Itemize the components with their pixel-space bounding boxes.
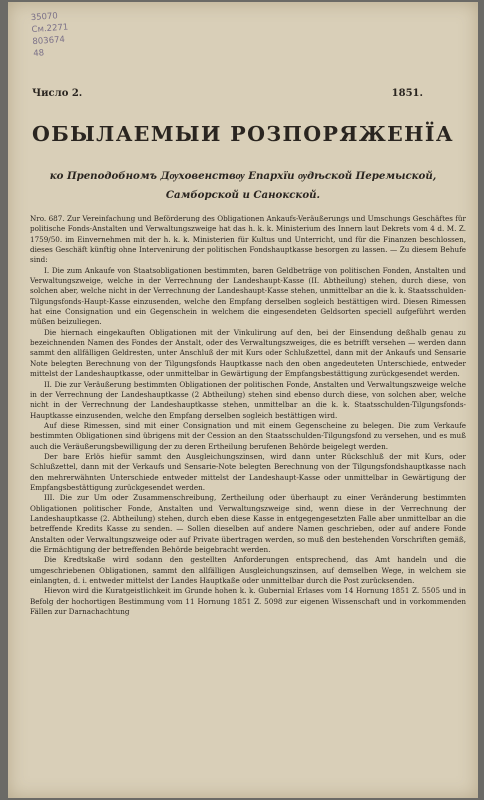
paragraph: III. Die zur Um oder Zusammenschreibung, Zertheilung oder überhaupt zu einer Veränderung bestimmten Obligationen politischer Fonde, Anstalten und Verwaltungszweige sind, wenn diese in der Verrechnung der Landeshauptkasse (2. Abtheilung) stehen, durch eben diese Kasse in entgegengesetzten Falle aber unmittelbar an die betreffende Kredits Kasse zu senden. — Sollen dieselben auf andere Namen geschrieben, oder auf andere Fonde Anstalten oder Verwaltungszweige oder auf Private übertragen werden, so muß den bestehenden Vorschriften gemäß, die Ermächtigung der betreffenden Behörde beigebracht werden. bbox=[30, 493, 466, 554]
archival-mark: 803674 bbox=[32, 34, 66, 48]
recipients bbox=[18, 167, 468, 205]
paragraph: Die Kredtskaße wird sodann den gestellten Anforderungen entsprechend, das Amt handeln und die umgeschriebenen Obligationen, sammt den allfälligen Ausgleichungszinsen, auf demselben Wege, in welchem sie einlangten, d. i. entweder mittelst der Landes Hauptkaße oder unmittelbar durch die Post zurücksenden. bbox=[30, 555, 466, 586]
issue-number: Число 2. bbox=[32, 88, 83, 99]
paragraph: Auf diese Rimessen, sind mit einer Consignation und mit einem Gegenscheine zu belegen. Die zum Verkaufe bestimmten Obligationen sind übrigens mit der Cession an den Staatsschulden-Tilgungsfond zu versehen, und es muß auch die Veräußerungsbewilligung der zu deren Ertheilung berufenen Behörde beigelegt werden. bbox=[30, 420, 466, 451]
document-page bbox=[8, 2, 478, 798]
paragraph: Hievon wird die Kuratgeistlichkeit im Grunde hohen k. k. Gubernial Erlases vom 14 Hornung 1851 Z. 5505 und in Befolg der hochortigen Bestimmung vom 11 Hornung 1851 Z. 5098 zur eigenen Wissenschaft und in vorkommenden Fällen zur Darnachachtung bbox=[30, 586, 466, 617]
archival-mark: См.2271 bbox=[31, 22, 69, 36]
document-title: ОБЫЛАЕМЫИ РОЗПОРЯЖЕНЇА bbox=[31, 122, 455, 146]
paragraph: Der bare Erlös hiefür sammt den Ausgleichungszinsen, wird dann unter Rückschluß der mit Kurs, oder Schlußzettel, dann mit der Verkaufs und Sensarie-Note belegten Berechnung von der Tilgungsfondshauptkasse nach den mehrerwähnten Unterschiede entweder mittelst der Landeshaupt-Kasse oder unmittelbar in Gewärtigung der Empfangsbestättigung zurückgesendet werden. bbox=[30, 451, 466, 492]
archival-mark: 48 bbox=[32, 48, 45, 60]
paragraph: Nro. 687. Zur Vereinfachung und Beförderung des Obligationen Ankaufs-Veräußerungs und Umschungs Geschäftes für politische Fonds-Anstalten und Verwaltungszweige hat das h. k. k. Ministerium des Innern laut Dekrets vom 4 d. M. Z. 1759/50. im Einvernehmen mit der h. k. k. Ministerien für Kultus und Unterricht, und für die Finanzen beschlossen, dieses Geschäft künftig ohne Intervenirung der politischen Fondshauptkasse besorgen zu lassen. — Zu diesem Behufe sind: bbox=[30, 214, 466, 265]
issue-year: 1851. bbox=[391, 88, 423, 99]
archival-marks bbox=[30, 8, 93, 60]
archival-mark: 35070 bbox=[30, 11, 59, 24]
paragraph: II. Die zur Veräußerung bestimmten Obligationen der politischen Fonde, Anstalten und Verwaltungszweige welche in der Verrechnung der Landeshauptkasse (2 Abtheilung) stehen sind ebenso durch diese, von solchen aber, welche nicht in der Verrechnung der Landeshauptkasse stehen, unmittelbar an die k. k. Staatsschulden-Tilgungsfonds-Hauptkasse einzusenden, welche den Empfang derselben sogleich bestättigen wird. bbox=[30, 379, 466, 420]
recipients-line-1: ко Преподобномъ Дѹховенствѹ Епархїи ѹдѣской Перемыской, bbox=[49, 170, 437, 182]
recipients-line-2: Самборской и Санокской. bbox=[165, 189, 321, 201]
paragraph: Die hiernach eingekauften Obligationen mit der Vinkulirung auf den, bei der Einsendung deßhalb genau zu bezeichnenden Namen des Fondes der Anstalt, oder des Verwaltungszweiges, die es betrifft versehen — werden dann sammt den allfälligen Geldresten, unter Anschluß der mit Kurs oder Schlußzettel, dann mit der Ankaufs und Sensarie Note belegten Berechnung von der Tilgungsfonds Hauptkasse nach den oben angedeuteten Unterschiede, entweder mittelst der Landeshauptkasse, oder unmittelbar in Gewärtigung der Empfangsbestättigung zurückgesendet werden. bbox=[30, 327, 466, 379]
body-text bbox=[30, 214, 466, 617]
paragraph: I. Die zum Ankaufe von Staatsobligationen bestimmten, baren Geldbeträge von politischen Fonden, Anstalten und Verwaltungszweige, welche in der Verrechnung der Landeshaupt-Kasse (II. Abtheilung) stehen, durch diese, von solchen aber, welche nicht in der Verrechnung der Landeshaupt-Kasse stehen, unmittelbar an die k. k. Staatsschulden-Tilgungsfonds-Haupt-Kasse einzusenden, welche den Empfang derselben sogleich bestättigen wird. Diesen Rimessen hat eine Consignation und ein Gegenschein in welchem die eingesendeten Geldsorten speciell aufgeführt werden müßen beizuliegen. bbox=[30, 265, 466, 327]
